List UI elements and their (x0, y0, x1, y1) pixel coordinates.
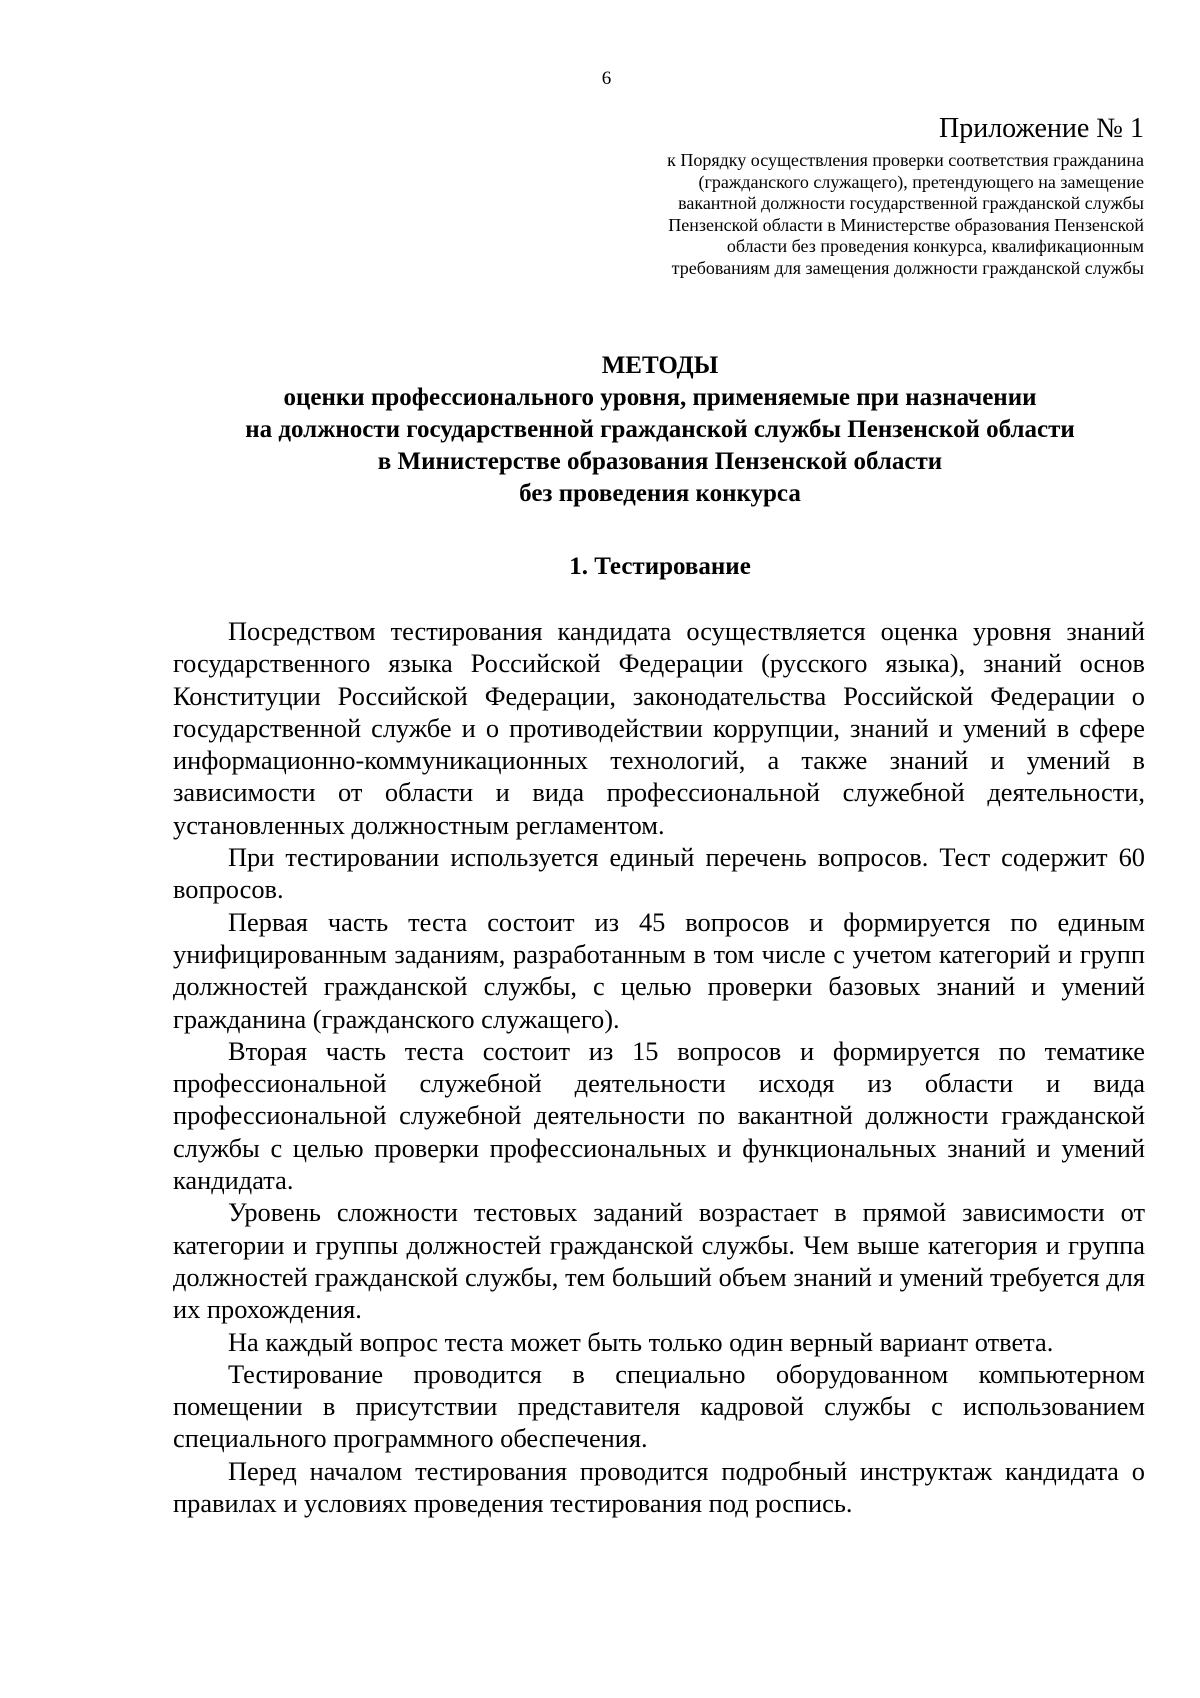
paragraph: При тестировании используется единый перечень вопросов. Тест содержит 60 вопросов. (173, 842, 1145, 905)
heading-line: в Министерстве образования Пензенской области (377, 448, 943, 475)
appendix-subtitle-line: (гражданского служащего), претендующего на замещение (698, 171, 1144, 192)
appendix-subtitle-line: Пензенской области в Министерстве образования Пензенской (668, 214, 1144, 235)
appendix-subtitle-line: области без проведения конкурса, квалификационным (726, 236, 1144, 256)
paragraph: На каждый вопрос теста может быть только один верный вариант ответа. (228, 1326, 1054, 1357)
heading-line: оценки профессионального уровня, применяемые при назначении (283, 384, 1037, 411)
appendix-block (524, 112, 1144, 279)
appendix-title: Приложение № 1 (939, 113, 1144, 144)
section-body (173, 615, 1145, 1519)
paragraph: Вторая часть теста состоит из 15 вопросов и формируется по тематике профессиональной служебной деятельности исходя из области и вида профессиональной служебной деятельности по вакантной должности гражданской службы с целью проверки профессиональных и функциональных знаний и умений кандидата. (173, 1035, 1145, 1196)
paragraph: Посредством тестирования кандидата осуществляется оценка уровня знаний государственного языка Российской Федерации (русского языка), знаний основ Конституции Российской Федерации, законодательства Российской Федерации о государственной службе и о противодействии коррупции, знаний и умений в сфере информационно-коммуникационных технологий, а также знаний и умений в зависимости от области и вида профессиональной служебной деятельности, установленных должностным регламентом. (173, 616, 1145, 840)
appendix-subtitle-line: требованиям для замещения должности гражданской службы (671, 257, 1144, 278)
paragraph: Тестирование проводится в специально оборудованном компьютерном помещении в присутствии представителя кадровой службы с использованием специального программного обеспечения. (173, 1358, 1145, 1454)
paragraph: Уровень сложности тестовых заданий возрастает в прямой зависимости от категории и группы должностей гражданской службы. Чем выше категория и группа должностей гражданской службы, тем больший объем знаний и умений требуется для их прохождения. (173, 1197, 1145, 1325)
section-title: 1. Тестирование (569, 553, 751, 580)
appendix-subtitle-line: вакантной должности государственной гражданской службы (678, 193, 1144, 213)
heading-line: на должности государственной гражданской службы Пензенской области (245, 416, 1075, 443)
heading-line: без проведения конкурса (519, 480, 801, 507)
heading-line: МЕТОДЫ (601, 352, 719, 379)
appendix-subtitle (524, 150, 1144, 279)
paragraph: Перед началом тестирования проводится подробный инструктаж кандидата о правилах и условиях проведения тестирования под роспись. (173, 1455, 1145, 1519)
appendix-subtitle-line: к Порядку осуществления проверки соответствия гражданина (667, 150, 1144, 170)
paragraph: Первая часть теста состоит из 45 вопросов и формируется по единым унифицированным заданиям, разработанным в том числе с учетом категорий и групп должностей гражданской службы, с целью проверки базовых знаний и умений гражданина (гражданского служащего). (173, 906, 1145, 1034)
page-number: 6 (601, 68, 612, 89)
document-heading (120, 350, 1200, 510)
